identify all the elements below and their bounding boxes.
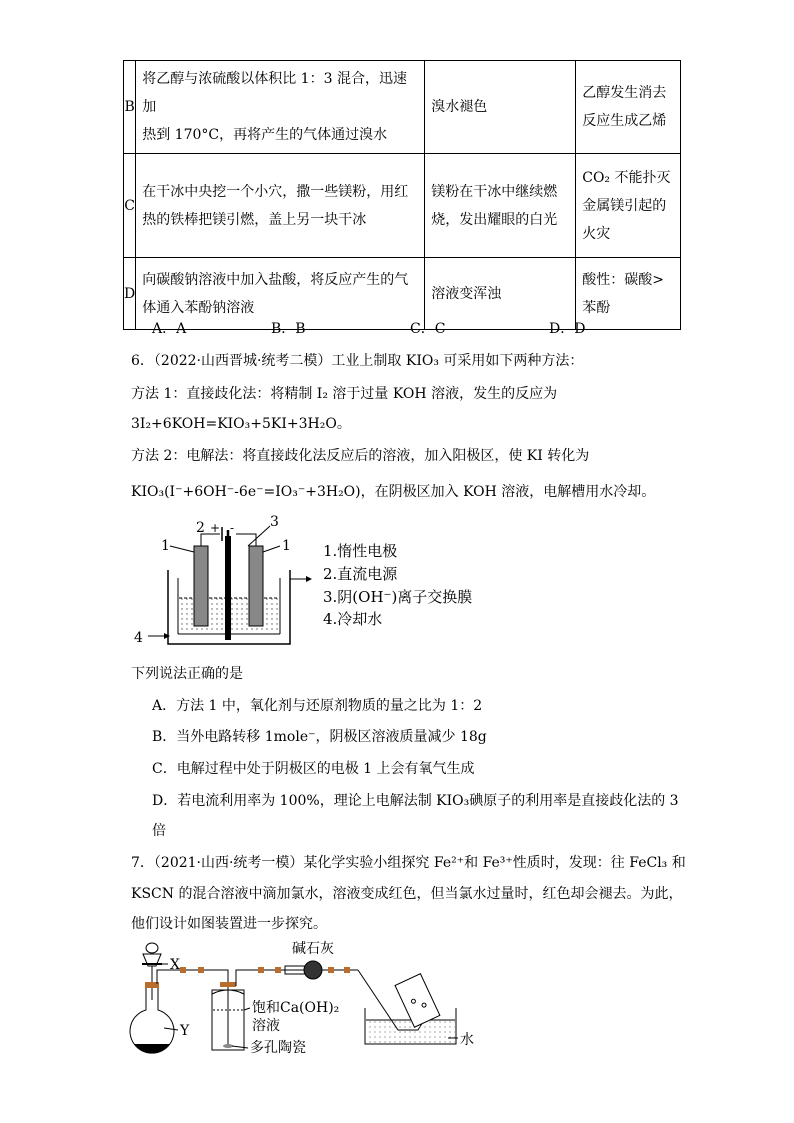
row-label: C bbox=[124, 154, 136, 258]
operation-text: 在干冰中央挖一个小穴，撒一些镁粉，用红 bbox=[142, 183, 409, 200]
operation-text: 体通入苯酚钠溶液 bbox=[142, 299, 255, 316]
legend-item: 1.惰性电极 bbox=[323, 542, 398, 560]
option-a[interactable]: A．A bbox=[152, 321, 187, 337]
method-1-text: 方法 1：直接歧化法：将精制 I₂ 溶于过量 KOH 溶液，发生的反应为 bbox=[131, 386, 558, 402]
method-2-text: 方法 2：电解法：将直接歧化法反应后的溶液，加入阳极区，使 KI 转化为 bbox=[131, 448, 590, 464]
option-d[interactable]: D．若电流利用率为 100%，理论上电解法制 KIO₃碘原子的利用率是直接歧化法的 3 bbox=[152, 793, 679, 809]
table-row bbox=[124, 61, 681, 154]
conclusion-cell bbox=[576, 258, 681, 330]
option-b[interactable]: B．B bbox=[271, 321, 306, 337]
operation-cell bbox=[136, 61, 425, 154]
option-c[interactable]: C．电解过程中处于阴极区的电极 1 上会有氧气生成 bbox=[152, 761, 475, 777]
option-d-continuation: 倍 bbox=[152, 823, 166, 839]
label-solution: 溶液 bbox=[252, 1018, 280, 1034]
option-c[interactable]: C．C bbox=[410, 321, 446, 337]
label-4: 4 bbox=[134, 630, 143, 646]
electrolysis-diagram bbox=[130, 512, 500, 652]
conclusion-cell bbox=[576, 154, 681, 258]
operation-text: 热的铁棒把镁引燃，盖上另一块干冰 bbox=[142, 211, 367, 228]
label-1-right: 1 bbox=[282, 538, 291, 554]
conclusion-cell bbox=[576, 61, 681, 154]
label-plus: + bbox=[210, 521, 221, 535]
experiment-table bbox=[123, 60, 681, 330]
phenomenon-cell: 溶液变浑浊 bbox=[425, 258, 576, 330]
method-2-equation: KIO₃(I⁻+6OH⁻-6e⁻=IO₃⁻+3H₂O)，在阴极区加入 KOH 溶液，电解槽用水冷却。 bbox=[131, 484, 656, 500]
option-b[interactable]: B．当外电路转移 1mole⁻，阴极区溶液质量减少 18g bbox=[152, 729, 487, 745]
conclusion-text: 乙醇发生消去 bbox=[582, 85, 667, 101]
question-7-line-3: 他们设计如图装置进一步探究。 bbox=[131, 916, 327, 932]
apparatus-diagram bbox=[128, 940, 478, 1058]
phenomenon-cell bbox=[425, 154, 576, 258]
conclusion-text: CO₂ 不能扑灭 bbox=[582, 169, 671, 186]
label-soda-lime: 碱石灰 bbox=[292, 941, 334, 957]
operation-text: 向碳酸钠溶液中加入盐酸，将反应产生的气 bbox=[142, 271, 409, 288]
label-x: X bbox=[170, 957, 180, 973]
label-minus: - bbox=[230, 521, 235, 535]
method-1-equation: 3I₂+6KOH=KIO₃+5KI+3H₂O。 bbox=[131, 416, 351, 432]
legend-item: 3.阴(OH⁻)离子交换膜 bbox=[323, 588, 473, 606]
phenomenon-cell: 溴水褪色 bbox=[425, 61, 576, 154]
operation-text: 热到 170°C，再将产生的气体通过溴水 bbox=[142, 127, 388, 143]
label-2: 2 bbox=[196, 520, 205, 536]
conclusion-text: 火灾 bbox=[582, 225, 611, 242]
option-a[interactable]: A．方法 1 中，氧化剂与还原剂物质的量之比为 1：2 bbox=[152, 698, 483, 714]
table-row bbox=[124, 258, 681, 330]
label-saturated: 饱和Ca(OH)₂ bbox=[252, 1000, 340, 1016]
conclusion-text: 金属镁引起的 bbox=[582, 197, 667, 214]
row-label: D bbox=[124, 258, 136, 330]
phenomenon-text: 镁粉在干冰中继续燃 bbox=[431, 183, 558, 200]
label-water: 水 bbox=[460, 1032, 474, 1048]
label-3: 3 bbox=[270, 514, 279, 530]
legend-item: 2.直流电源 bbox=[323, 565, 398, 583]
phenomenon-text: 烧，发出耀眼的白光 bbox=[431, 211, 558, 228]
question-header: 6．（2022·山西晋城·统考二模）工业上制取 KIO₃ 可采用如下两种方法： bbox=[131, 353, 584, 369]
conclusion-text: 反应生成乙烯 bbox=[582, 113, 667, 129]
label-1-left: 1 bbox=[161, 538, 170, 554]
row-label: B bbox=[124, 61, 136, 154]
legend-item: 4.冷却水 bbox=[323, 610, 383, 628]
operation-text: 将乙醇与浓硫酸以体积比 1：3 混合，迅速加 bbox=[142, 71, 407, 115]
label-porous: 多孔陶瓷 bbox=[250, 1040, 306, 1056]
table-row bbox=[124, 154, 681, 258]
question-prompt: 下列说法正确的是 bbox=[131, 666, 243, 682]
option-d[interactable]: D．D bbox=[549, 321, 586, 337]
conclusion-text: 苯酚 bbox=[582, 299, 611, 316]
label-y: Y bbox=[180, 1023, 190, 1039]
question-7-line-1: 7．（2021·山西·统考一模）某化学实验小组探究 Fe²⁺和 Fe³⁺性质时，发现：往 FeCl₃ 和 bbox=[131, 855, 686, 871]
operation-cell bbox=[136, 154, 425, 258]
question-7-line-2: KSCN 的混合溶液中滴加氯水，溶液变成红色，但当氯水过量时，红色却会褪去。为此， bbox=[131, 886, 683, 902]
conclusion-text: 酸性：碳酸> bbox=[582, 271, 664, 288]
